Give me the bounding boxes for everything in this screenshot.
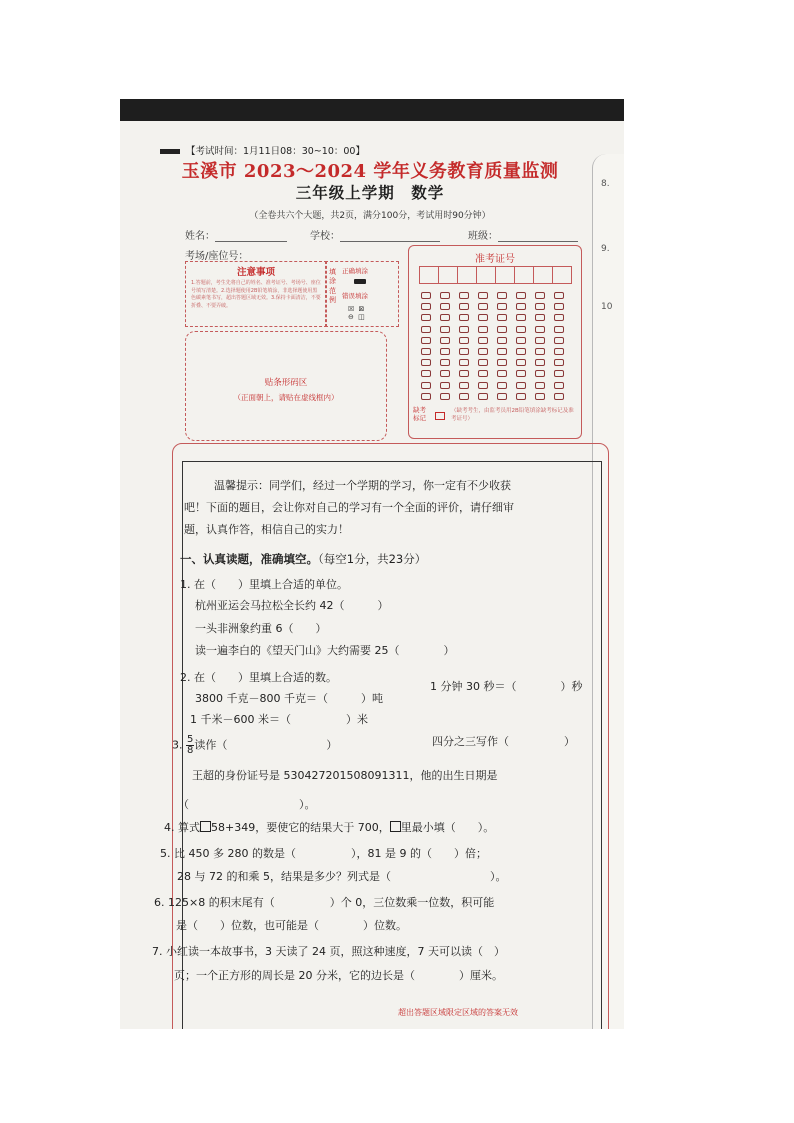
exam-photo bbox=[120, 99, 624, 1029]
section-1-title: 一、认真读题，准确填空。（每空1分，共23分） bbox=[180, 552, 427, 566]
answer-bubble[interactable] bbox=[459, 303, 469, 310]
answer-bubble[interactable] bbox=[440, 348, 450, 355]
answer-bubble[interactable] bbox=[459, 292, 469, 299]
answer-bubble[interactable] bbox=[516, 348, 526, 355]
question-2c: 1 千米－600 米＝（ ）米 bbox=[190, 713, 368, 726]
question-6: 6. 125×8 的积末尾有（ ）个 0，三位数乘一位数，积可能 bbox=[154, 896, 495, 909]
answer-bubble[interactable] bbox=[554, 326, 564, 333]
answer-bubble[interactable] bbox=[421, 393, 431, 400]
answer-bubble[interactable] bbox=[440, 314, 450, 321]
question-7: 7. 小红读一本故事书，3 天读了 24 页，照这种速度，7 天可以读（ ） bbox=[152, 945, 505, 958]
answer-bubble[interactable] bbox=[535, 314, 545, 321]
answer-bubble[interactable] bbox=[497, 370, 507, 377]
answer-bubble[interactable] bbox=[421, 314, 431, 321]
answer-bubble[interactable] bbox=[421, 382, 431, 389]
answer-bubble[interactable] bbox=[421, 359, 431, 366]
exam-number-title: 准考证号 bbox=[475, 254, 515, 265]
answer-bubble[interactable] bbox=[554, 303, 564, 310]
answer-bubble[interactable] bbox=[459, 314, 469, 321]
seat-field[interactable]: 考场/座位号： bbox=[185, 251, 249, 262]
exam-info: （全卷共六个大题，共2页，满分100分，考试用时90分钟） bbox=[249, 211, 491, 221]
bubble-row[interactable] bbox=[421, 290, 573, 301]
answer-bubble[interactable] bbox=[516, 303, 526, 310]
dark-background bbox=[120, 99, 624, 121]
answer-bubble[interactable] bbox=[554, 337, 564, 344]
exam-number-box bbox=[408, 245, 582, 439]
barcode-label: 贴条形码区 bbox=[264, 378, 308, 388]
side-number: 8. bbox=[601, 179, 610, 189]
answer-bubble[interactable] bbox=[421, 348, 431, 355]
absent-checkbox[interactable] bbox=[435, 412, 445, 420]
fill-example-box bbox=[325, 261, 399, 327]
exam-time: 【考试时间：1月11日08：30~10：00】 bbox=[160, 143, 365, 157]
correct-fill-label: 正确填涂 bbox=[342, 267, 368, 275]
exam-number-input[interactable] bbox=[419, 266, 571, 284]
page-subtitle: 三年级上学期 数学 bbox=[295, 183, 445, 202]
fraction: $\frac{5}{8}$ bbox=[187, 734, 194, 756]
answer-bubble[interactable] bbox=[554, 370, 564, 377]
fill-example-label: 填涂范例 bbox=[329, 268, 336, 305]
answer-bubble[interactable] bbox=[497, 292, 507, 299]
answer-bubble[interactable] bbox=[535, 337, 545, 344]
answer-bubble[interactable] bbox=[535, 359, 545, 366]
answer-bubble[interactable] bbox=[459, 370, 469, 377]
answer-bubble[interactable] bbox=[478, 314, 488, 321]
blank-box-icon bbox=[200, 821, 211, 832]
answer-bubble[interactable] bbox=[478, 292, 488, 299]
question-2a: 3800 千克－800 千克＝（ ）吨 bbox=[195, 692, 383, 705]
page-title: 玉溪市 2023～2024 学年义务教育质量监测 bbox=[181, 161, 559, 182]
answer-bubble[interactable] bbox=[535, 348, 545, 355]
answer-bubble[interactable] bbox=[516, 359, 526, 366]
answer-bubble[interactable] bbox=[440, 359, 450, 366]
bubble-row[interactable] bbox=[421, 335, 573, 346]
notice-title: 注意事项 bbox=[236, 267, 275, 278]
question-5: 5. 比 450 多 280 的数是（ ），81 是 9 的（ ）倍； bbox=[160, 847, 487, 860]
question-1c: 读一遍李白的《望天门山》大约需要 25（ ） bbox=[195, 644, 455, 657]
answer-bubble[interactable] bbox=[478, 326, 488, 333]
answer-bubble[interactable] bbox=[516, 393, 526, 400]
answer-bubble[interactable] bbox=[535, 382, 545, 389]
answer-bubble[interactable] bbox=[459, 348, 469, 355]
answer-bubble[interactable] bbox=[497, 382, 507, 389]
filled-bubble-icon bbox=[354, 279, 366, 284]
bubble-row[interactable] bbox=[421, 301, 573, 312]
answer-bubble[interactable] bbox=[516, 370, 526, 377]
question-1b: 一头非洲象约重 6（ ） bbox=[195, 622, 327, 635]
answer-bubble[interactable] bbox=[421, 303, 431, 310]
bubble-row[interactable] bbox=[421, 346, 573, 357]
answer-bubble[interactable] bbox=[554, 314, 564, 321]
answer-bubble[interactable] bbox=[497, 303, 507, 310]
class-field[interactable]: 班级： bbox=[468, 227, 578, 242]
absent-label: 缺考标记 bbox=[413, 406, 426, 423]
answer-bubble[interactable] bbox=[478, 359, 488, 366]
notice-box bbox=[185, 261, 327, 327]
answer-bubble[interactable] bbox=[516, 292, 526, 299]
answer-bubble[interactable] bbox=[535, 326, 545, 333]
answer-bubble[interactable] bbox=[459, 393, 469, 400]
question-1: 1. 在（ ）里填上合适的单位。 bbox=[180, 578, 348, 591]
answer-bubble[interactable] bbox=[516, 314, 526, 321]
wrong-bubbles-icon: ☒ ⊠ ⊖ ◫ bbox=[348, 305, 366, 321]
bubble-row[interactable] bbox=[421, 324, 573, 335]
question-4: 4. 算式 58+349，要使它的结果大于 700， 里最小填（ ）。 bbox=[164, 821, 495, 834]
answer-bubble[interactable] bbox=[535, 303, 545, 310]
answer-bubble[interactable] bbox=[459, 326, 469, 333]
answer-bubble[interactable] bbox=[459, 359, 469, 366]
answer-bubble[interactable] bbox=[440, 337, 450, 344]
question-7b: 页；一个正方形的周长是 20 分米，它的边长是（ ）厘米。 bbox=[174, 969, 503, 982]
answer-bubble[interactable] bbox=[497, 326, 507, 333]
name-field[interactable]: 姓名： bbox=[185, 227, 287, 242]
side-number: 10 bbox=[601, 302, 613, 312]
bubble-row[interactable] bbox=[421, 380, 573, 391]
question-3d: （ ）。 bbox=[178, 798, 316, 811]
answer-bubble[interactable] bbox=[478, 370, 488, 377]
answer-bubble[interactable] bbox=[459, 382, 469, 389]
notice-body: 1.答题前，考生先将自己的姓名、准考证号、考场号、座位号填写清楚。2.选择题使用2B铅笔填涂，非选择题使用黑色碳素笔书写，超出答题区域无效。3.保持卡面清洁，不要折叠、不要弄破。 bbox=[191, 280, 321, 309]
answer-bubble[interactable] bbox=[554, 393, 564, 400]
warm-tip: 温馨提示：同学们，经过一个学期的学习，你一定有不少收获 吧！下面的题目，会让你对自己的学习有一个全面的评价，请仔细审 题，认真作答，相信自己的实力！ bbox=[184, 479, 514, 536]
answer-bubble[interactable] bbox=[497, 348, 507, 355]
answer-bubble[interactable] bbox=[516, 326, 526, 333]
side-number: 9. bbox=[601, 244, 610, 254]
answer-bubble[interactable] bbox=[554, 382, 564, 389]
answer-bubble[interactable] bbox=[535, 393, 545, 400]
question-3: 3. $\frac{5}{8}$ 读作（ ） bbox=[172, 734, 338, 756]
answer-bubble[interactable] bbox=[497, 314, 507, 321]
answer-bubble[interactable] bbox=[440, 393, 450, 400]
question-1a: 杭州亚运会马拉松全长约 42（ ） bbox=[195, 599, 389, 612]
answer-bubble[interactable] bbox=[554, 348, 564, 355]
school-field[interactable]: 学校： bbox=[310, 227, 440, 242]
answer-bubble[interactable] bbox=[554, 359, 564, 366]
answer-bubble[interactable] bbox=[554, 292, 564, 299]
answer-bubble[interactable] bbox=[440, 303, 450, 310]
bubble-row[interactable] bbox=[421, 368, 573, 379]
answer-bubble[interactable] bbox=[440, 292, 450, 299]
bar-mark-icon bbox=[160, 149, 180, 154]
answer-bubble[interactable] bbox=[478, 303, 488, 310]
answer-bubble[interactable] bbox=[459, 337, 469, 344]
answer-bubble[interactable] bbox=[478, 337, 488, 344]
answer-bubble[interactable] bbox=[497, 359, 507, 366]
answer-bubble[interactable] bbox=[497, 393, 507, 400]
answer-bubble[interactable] bbox=[478, 393, 488, 400]
answer-bubble[interactable] bbox=[478, 348, 488, 355]
absent-note: （缺考考生，由监考员用2B铅笔填涂缺考标记及准考证号） bbox=[451, 408, 574, 422]
barcode-area bbox=[185, 331, 387, 441]
question-3c: 王超的身份证号是 530427201508091311，他的出生日期是 bbox=[192, 769, 498, 782]
question-2b: 1 分钟 30 秒＝（ ）秒 bbox=[430, 680, 583, 693]
answer-bubble[interactable] bbox=[516, 382, 526, 389]
answer-bubble[interactable] bbox=[535, 292, 545, 299]
answer-bubble[interactable] bbox=[440, 382, 450, 389]
answer-bubble[interactable] bbox=[421, 326, 431, 333]
barcode-hint: （正面朝上，请贴在虚线框内） bbox=[233, 393, 339, 402]
footer-note: 超出答题区域限定区域的答案无效 bbox=[398, 1008, 518, 1017]
answer-bubble[interactable] bbox=[440, 326, 450, 333]
answer-bubble[interactable] bbox=[421, 292, 431, 299]
answer-bubble[interactable] bbox=[478, 382, 488, 389]
answer-bubble[interactable] bbox=[497, 337, 507, 344]
bubble-row[interactable] bbox=[421, 357, 573, 368]
question-5b: 28 与 72 的和乘 5，结果是多少？列式是（ ）。 bbox=[177, 870, 507, 883]
answer-bubble[interactable] bbox=[421, 337, 431, 344]
question-2: 2. 在（ ）里填上合适的数。 bbox=[180, 671, 337, 684]
bubble-row[interactable] bbox=[421, 312, 573, 323]
answer-bubble[interactable] bbox=[535, 370, 545, 377]
answer-bubble[interactable] bbox=[440, 370, 450, 377]
question-3b: 四分之三写作（ ） bbox=[432, 735, 575, 748]
blank-box-icon bbox=[390, 821, 401, 832]
wrong-fill-label: 错误填涂 bbox=[342, 292, 368, 300]
bubble-row[interactable] bbox=[421, 391, 573, 402]
answer-bubble[interactable] bbox=[421, 370, 431, 377]
bubble-grid[interactable] bbox=[421, 290, 573, 402]
question-6b: 是（ ）位数，也可能是（ ）位数。 bbox=[176, 919, 407, 932]
answer-bubble[interactable] bbox=[516, 337, 526, 344]
